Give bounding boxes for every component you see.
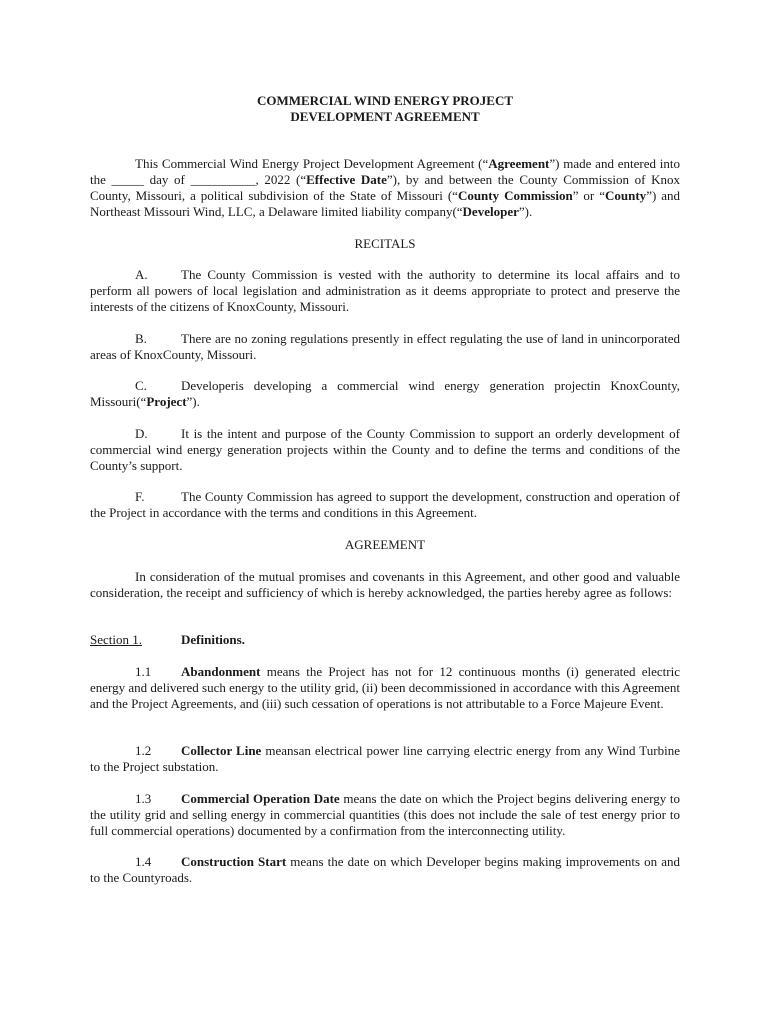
consideration-paragraph: In consideration of the mutual promises and covenants in this Agreement, and other good and valuable consideration, the receipt and sufficiency of which is hereby acknowledged, the parties hereby agree as follows: [90, 569, 680, 600]
definition-term: Abandonment [181, 664, 261, 679]
term-developer: Developer [462, 204, 519, 219]
definition-term: Construction Start [181, 854, 287, 869]
agreement-heading: AGREEMENT [344, 537, 426, 552]
section-title: Definitions. [181, 632, 245, 647]
recital-b: B. There are no zoning regulations presently in effect regulating the use of land in unincorporated areas of KnoxCounty, Missouri. [90, 331, 680, 362]
term-county: County [605, 188, 647, 203]
term-county-commission: County Commission [457, 188, 573, 203]
definition-1-3: 1.3 Commercial Operation Date means the date on which the Project begins delivering energy to the utility grid and selling energy in commercial quantities (this does not include the sale of test energy prior to full commercial operations) documented by a confirmation from the interconnecting utility. [90, 791, 680, 838]
recitals-heading: RECITALS [354, 236, 416, 251]
recital-d: D. It is the intent and purpose of the County Commission to support an orderly development of commercial wind energy generation projects within the County and to define the terms and conditions of the County’s support. [90, 426, 680, 473]
recital-a: A. The County Commission is vested with the authority to determine its local affairs and to perform all powers of local legislation and administration as it deems appropriate to protect and preserve the interests of the citizens of KnoxCounty, Missouri. [90, 267, 680, 314]
definition-number: 1.2 [135, 743, 152, 758]
definition-1-4: 1.4 Construction Start means the date on which Developer begins making improvements on and to the Countyroads. [90, 854, 680, 885]
title-line-2: DEVELOPMENT AGREEMENT [290, 109, 480, 124]
section-1-heading [90, 632, 680, 648]
intro-paragraph: This Commercial Wind Energy Project Development Agreement (“Agreement”) made and entered into the _____ day of __________, 2022 (“Effective Date”), by and between the County Commission of Knox County, Missouri, a political subdivision of the State of Missouri (“County Commission” or “County”) and Northeast Missouri Wind, LLC, a Delaware limited liability company(“Developer”). [90, 156, 681, 219]
definition-number: 1.4 [135, 854, 152, 869]
definition-term: Collector Line [181, 743, 262, 758]
definition-term: Commercial Operation Date [181, 791, 340, 806]
definition-1-2: 1.2 Collector Line meansan electrical power line carrying electric energy from any Wind Turbine to the Project substation. [90, 743, 680, 774]
definition-number: 1.1 [135, 664, 152, 679]
definition-number: 1.3 [135, 791, 152, 806]
term-project: Project [146, 394, 187, 409]
document-title [0, 93, 770, 125]
recital-number: D. [135, 426, 148, 441]
recital-number: B. [135, 331, 147, 346]
title-line-1: COMMERCIAL WIND ENERGY PROJECT [256, 93, 514, 108]
term-effective-date: Effective Date [306, 172, 387, 187]
recital-number: F. [135, 489, 145, 504]
recital-f: F. The County Commission has agreed to support the development, construction and operation of the Project in accordance with the terms and conditions in this Agreement. [90, 489, 680, 520]
section-number: Section 1. [90, 632, 142, 647]
term-agreement: Agreement [488, 156, 550, 171]
recital-number: C. [135, 378, 147, 393]
recital-number: A. [135, 267, 148, 282]
recital-c: C. Developeris developing a commercial wind energy generation projectin KnoxCounty, Missouri(“Project”). [90, 378, 680, 409]
definition-1-1: 1.1 Abandonment means the Project has not for 12 continuous months (i) generated electric energy and delivered such energy to the utility grid, (ii) been decommissioned in accordance with this Agreement and the Project Agreements, and (iii) such cessation of operations is not attributable to a Force Majeure Event. [90, 664, 680, 711]
